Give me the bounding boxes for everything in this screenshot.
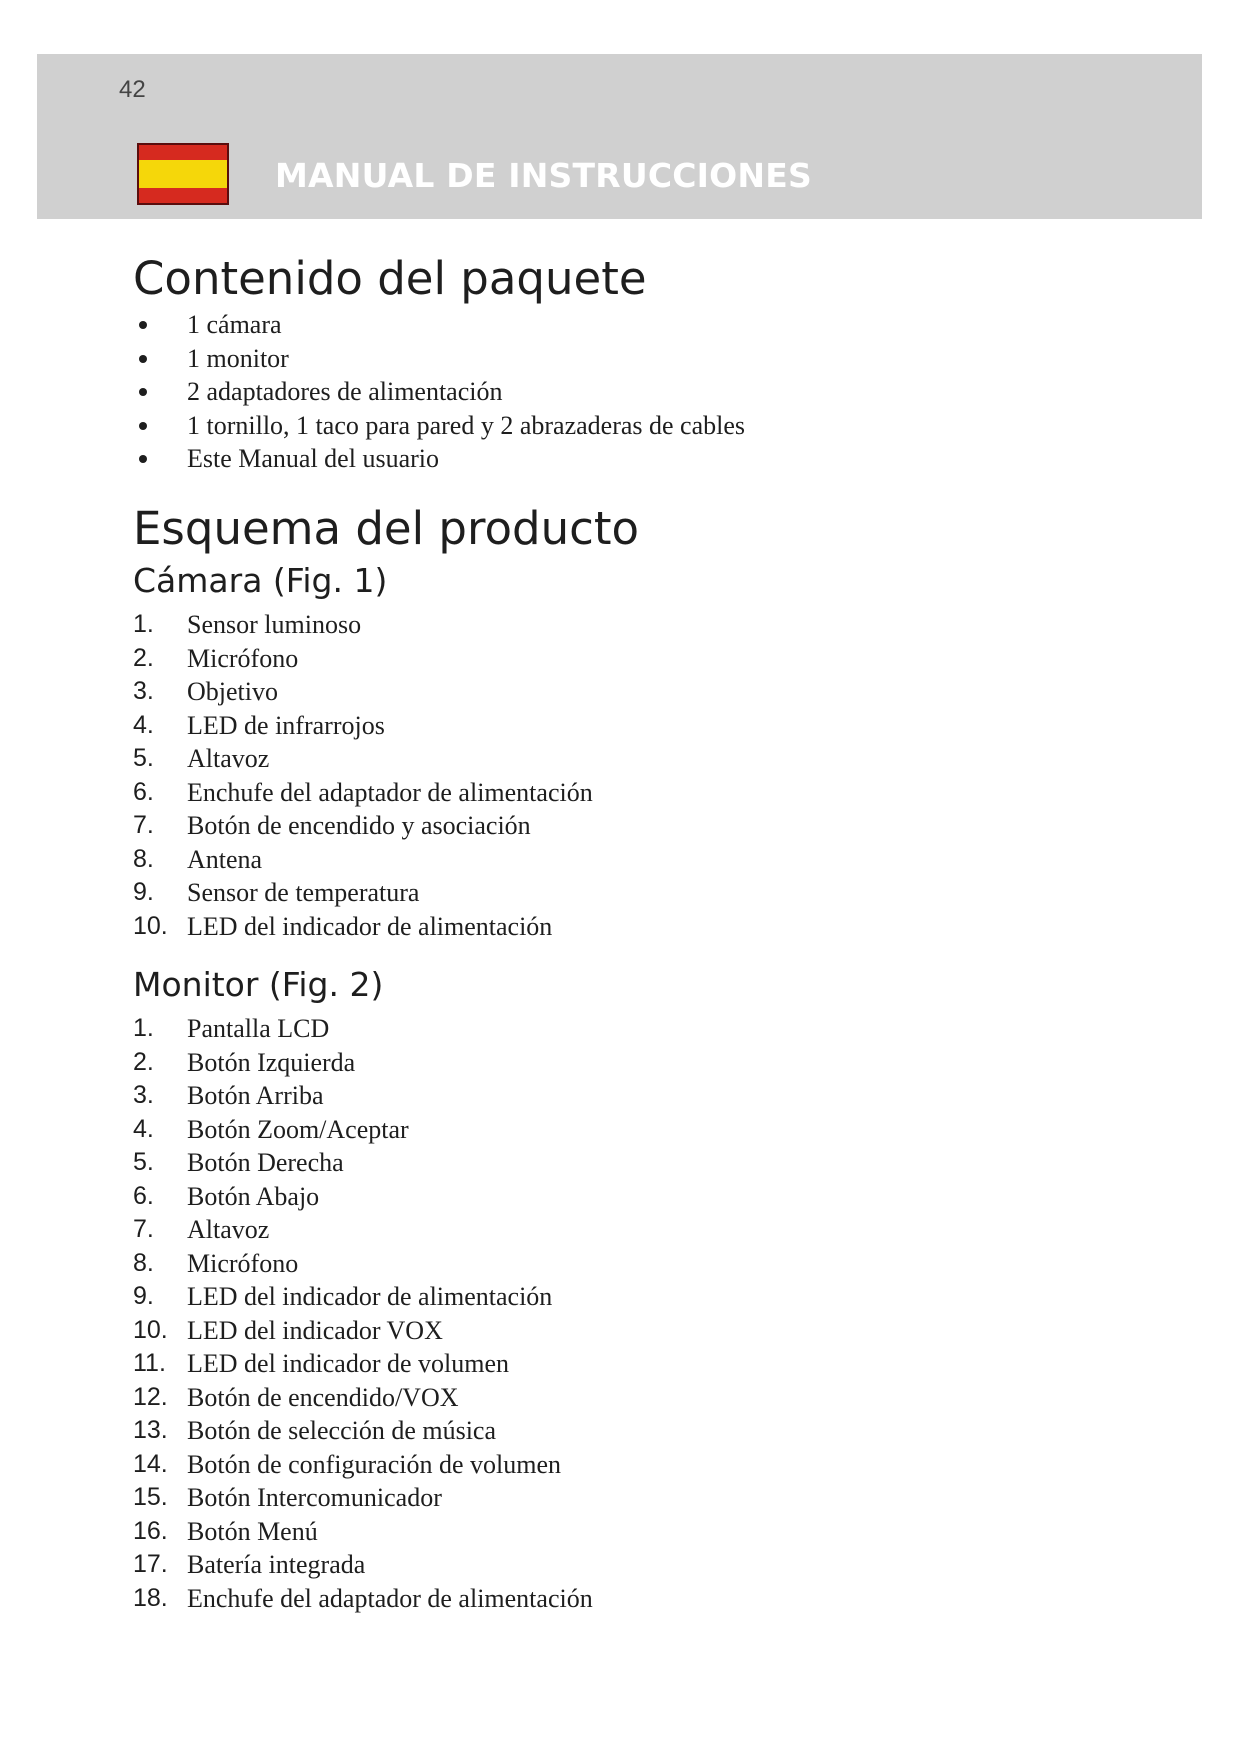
list-item-text: Sensor luminoso bbox=[187, 610, 362, 639]
list-item-number: 5. bbox=[133, 744, 154, 772]
list-item-text: Altavoz bbox=[187, 1215, 270, 1244]
list-item-text: Botón Zoom/Aceptar bbox=[187, 1114, 409, 1144]
list-item-number: 12. bbox=[133, 1382, 168, 1411]
list-item-text: 2 adaptadores de alimentación bbox=[187, 377, 503, 406]
list-item-number: 4. bbox=[133, 1114, 154, 1143]
list-item-number: 9. bbox=[133, 1282, 154, 1310]
list-item-number: 14. bbox=[133, 1449, 168, 1478]
monitor-heading: Monitor (Fig. 2) bbox=[133, 965, 384, 1004]
list-item-number: 4. bbox=[133, 710, 154, 739]
list-item-text: Altavoz bbox=[187, 744, 270, 773]
list-item-number: 2. bbox=[133, 1047, 154, 1076]
list-item-text: Botón de selección de música bbox=[187, 1416, 497, 1445]
list-item-number: 1. bbox=[133, 610, 154, 638]
list-item-text: 1 monitor bbox=[187, 343, 289, 373]
bullet-icon bbox=[139, 355, 147, 363]
list-item-text: Botón Intercomunicador bbox=[187, 1483, 442, 1512]
list-item-text: 1 cámara bbox=[187, 310, 282, 339]
list-item-text: LED del indicador de alimentación bbox=[187, 1282, 553, 1311]
list-item-number: 2. bbox=[133, 643, 154, 672]
list-item-number: 6. bbox=[133, 777, 154, 806]
list-item-number: 7. bbox=[133, 811, 154, 839]
list-item-number: 7. bbox=[133, 1215, 154, 1243]
camera-heading: Cámara (Fig. 1) bbox=[133, 561, 388, 600]
list-item-text: 1 tornillo, 1 taco para pared y 2 abrazaderas de cables bbox=[187, 410, 746, 440]
list-item-text: Botón Menú bbox=[187, 1516, 318, 1546]
list-item-number: 6. bbox=[133, 1181, 154, 1210]
list-item-text: LED del indicador VOX bbox=[187, 1315, 443, 1345]
bullet-icon bbox=[139, 388, 147, 396]
list-item-number: 15. bbox=[133, 1483, 168, 1511]
list-item-text: LED del indicador de alimentación bbox=[187, 911, 553, 941]
list-item-text: Botón de encendido/VOX bbox=[187, 1382, 459, 1412]
manual-title: MANUAL DE INSTRUCCIONES bbox=[275, 156, 812, 195]
list-item-number: 13. bbox=[133, 1416, 168, 1444]
list-item-number: 18. bbox=[133, 1583, 168, 1612]
list-item-number: 10. bbox=[133, 911, 168, 940]
list-item-text: Batería integrada bbox=[187, 1550, 366, 1579]
list-item-text: Micrófono bbox=[187, 643, 299, 673]
list-item-text: Sensor de temperatura bbox=[187, 878, 420, 907]
list-item-number: 10. bbox=[133, 1315, 168, 1344]
list-item-number: 17. bbox=[133, 1550, 168, 1578]
list-item-number: 3. bbox=[133, 677, 154, 705]
list-item-number: 8. bbox=[133, 844, 154, 873]
list-item-text: Enchufe del adaptador de alimentación bbox=[187, 1583, 593, 1613]
list-item-text: Antena bbox=[187, 844, 263, 874]
list-item-text: Botón Abajo bbox=[187, 1181, 320, 1211]
list-item-number: 9. bbox=[133, 878, 154, 906]
list-item-text: Objetivo bbox=[187, 677, 278, 706]
list-item-text: Enchufe del adaptador de alimentación bbox=[187, 777, 593, 807]
bullet-icon bbox=[139, 422, 147, 430]
list-item-text: LED del indicador de volumen bbox=[187, 1349, 510, 1378]
list-item-text: Pantalla LCD bbox=[187, 1014, 330, 1043]
package-contents-heading: Contenido del paquete bbox=[133, 252, 647, 305]
list-item-text: Botón Derecha bbox=[187, 1148, 344, 1177]
bullet-icon bbox=[139, 321, 147, 329]
list-item-number: 8. bbox=[133, 1248, 154, 1277]
list-item-text: LED de infrarrojos bbox=[187, 710, 385, 740]
list-item-number: 3. bbox=[133, 1081, 154, 1109]
list-item-text: Botón de encendido y asociación bbox=[187, 811, 531, 840]
list-item-number: 11. bbox=[133, 1349, 166, 1377]
list-item-text: Micrófono bbox=[187, 1248, 299, 1278]
list-item-text: Botón de configuración de volumen bbox=[187, 1449, 562, 1479]
list-item-number: 5. bbox=[133, 1148, 154, 1176]
list-item-number: 16. bbox=[133, 1516, 168, 1545]
list-item-text: Botón Izquierda bbox=[187, 1047, 356, 1077]
bullet-icon bbox=[139, 455, 147, 463]
page-number: 42 bbox=[119, 76, 146, 103]
product-schema-heading: Esquema del producto bbox=[133, 502, 640, 555]
list-item-number: 1. bbox=[133, 1014, 154, 1042]
list-item-text: Este Manual del usuario bbox=[187, 444, 439, 473]
list-item-text: Botón Arriba bbox=[187, 1081, 324, 1110]
